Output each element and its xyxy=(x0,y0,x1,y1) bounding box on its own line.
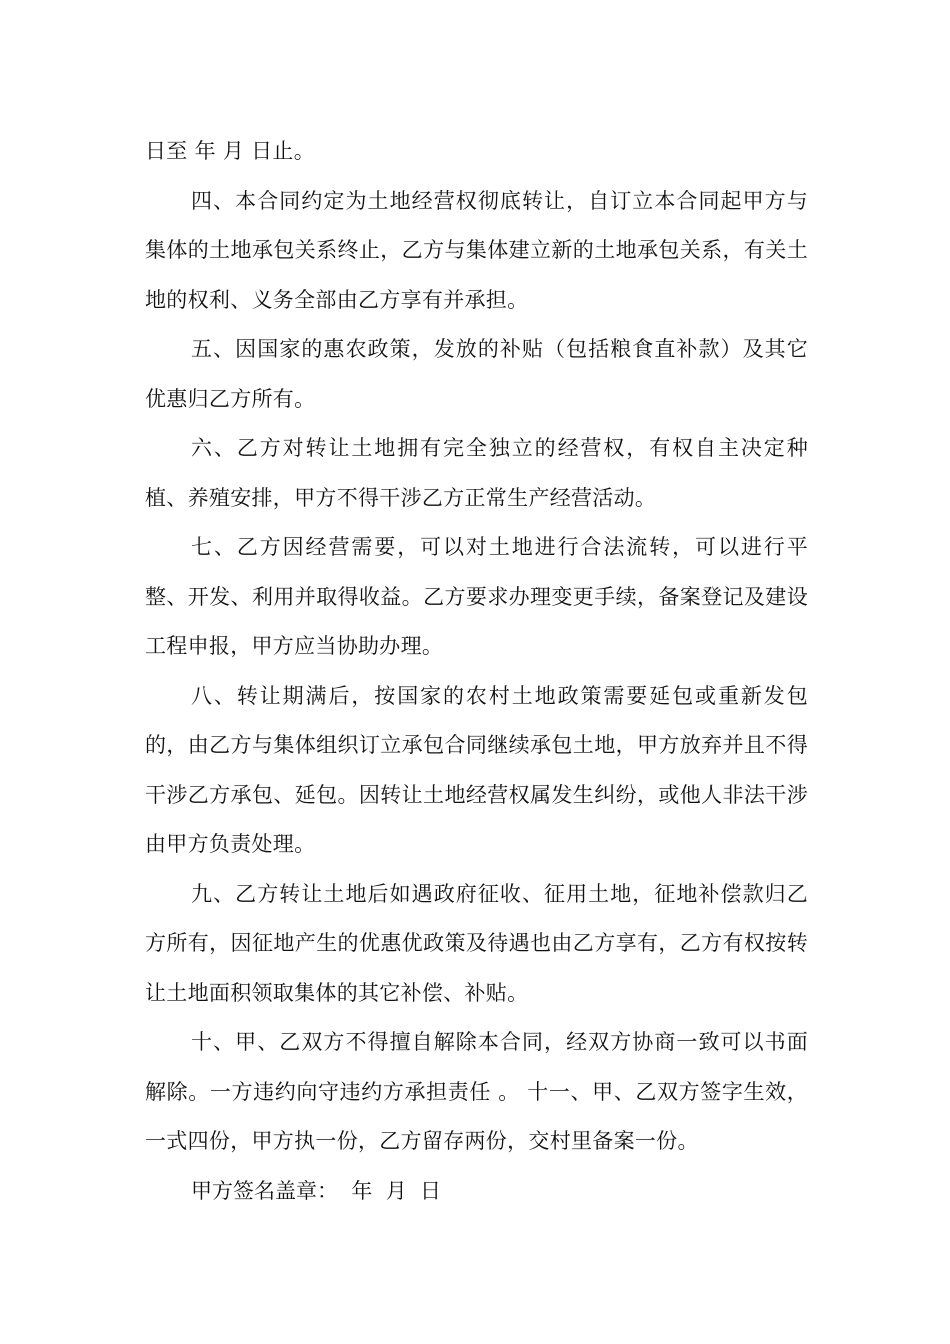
signature-line-party-a: 甲方签名盖章： 年 月 日 xyxy=(191,1178,442,1203)
paragraph-clause-7: 七、乙方因经营需要，可以对土地进行合法流转，可以进行平整、开发、利用并取得收益。乙方要求办理变更手续，备案登记及建设工程申报，甲方应当协助办理。 xyxy=(145,535,808,658)
contract-body xyxy=(145,127,808,1216)
paragraph-clause-10-11: 十、甲、乙双方不得擅自解除本合同，经双方协商一致可以书面解除。一方违约向守违约方承担责任 。 十一、甲、乙双方签字生效，一式四份，甲方执一份，乙方留存两份，交村里备案一份。 xyxy=(145,1030,808,1153)
paragraph-clause-4: 四、本合同约定为土地经营权彻底转让，自订立本合同起甲方与集体的土地承包关系终止，乙方与集体建立新的土地承包关系，有关土地的权利、义务全部由乙方享有并承担。 xyxy=(145,188,808,312)
paragraph-clause-8: 八、转让期满后，按国家的农村土地政策需要延包或重新发包的，由乙方与集体组织订立承包合同继续承包土地，甲方放弃并且不得干涉乙方承包、延包。因转让土地经营权属发生纠纷，或他人非法干涉由甲方负责处理。 xyxy=(145,683,808,856)
paragraph-clause-6: 六、乙方对转让土地拥有完全独立的经营权，有权自主决定种植、养殖安排，甲方不得干涉乙方正常生产经营活动。 xyxy=(145,436,808,510)
paragraph-date-range: 日至 年 月 日止。 xyxy=(145,139,316,163)
paragraph-clause-5: 五、因国家的惠农政策，发放的补贴（包括粮食直补款）及其它优惠归乙方所有。 xyxy=(145,337,808,411)
paragraph-clause-9: 九、乙方转让土地后如遇政府征收、征用土地，征地补偿款归乙方所有，因征地产生的优惠优政策及待遇也由乙方享有，乙方有权按转让土地面积领取集体的其它补偿、补贴。 xyxy=(145,881,808,1005)
